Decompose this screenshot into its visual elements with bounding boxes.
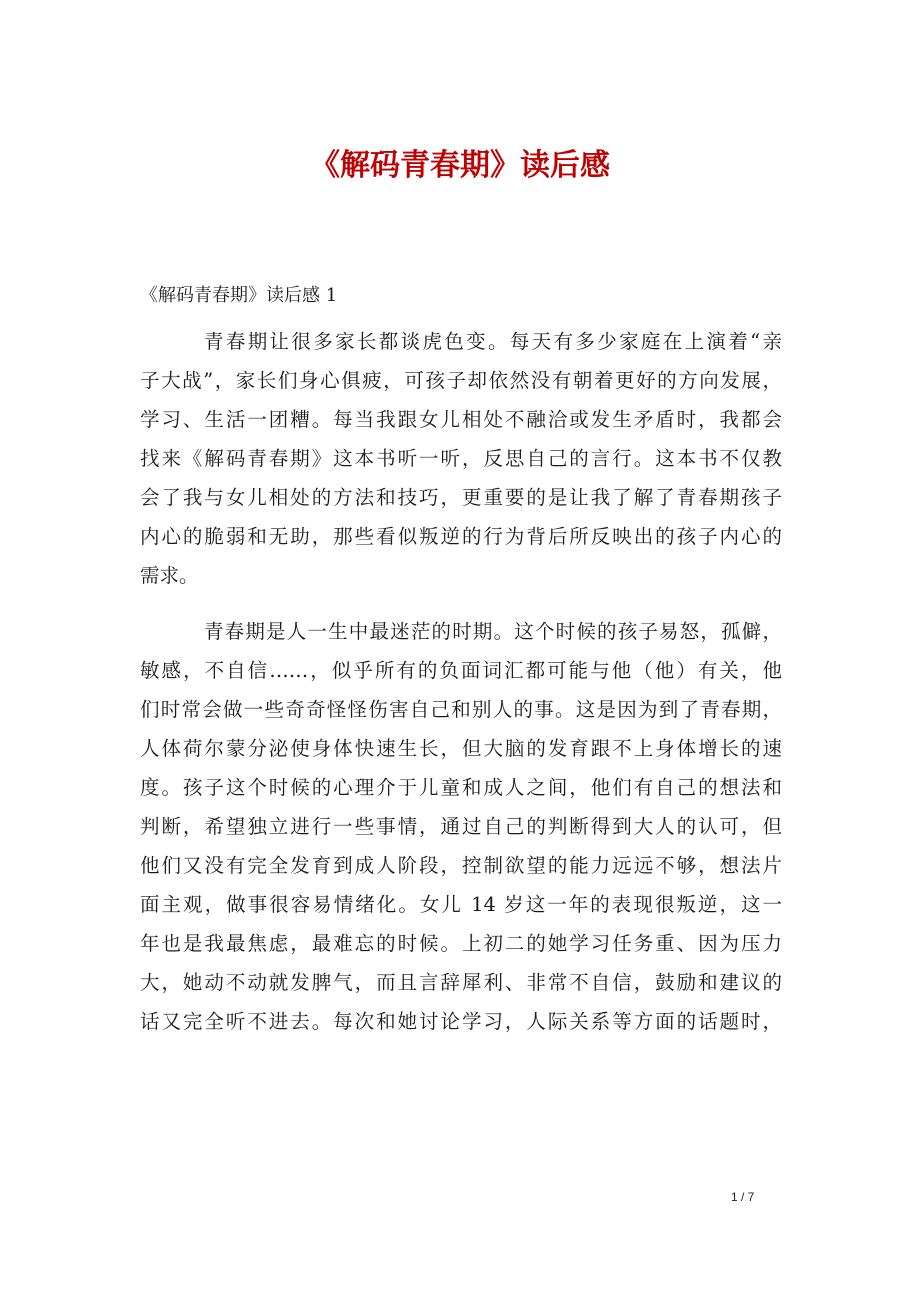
text-line: 他们又没有完全发育到成人阶段，控制欲望的能力远远不够，想法片: [140, 854, 782, 877]
text-line: 青春期是人一生中最迷茫的时期。这个时候的孩子易怒，孤僻，: [204, 620, 782, 643]
text-line: 找来《解码青春期》这本书听一听，反思自己的言行。这本书不仅教: [140, 447, 782, 470]
page-number: 1 / 7: [731, 1190, 755, 1204]
paragraph-2: [140, 612, 782, 1041]
text-line: 会了我与女儿相处的方法和技巧，更重要的是让我了解了青春期孩子: [140, 486, 782, 509]
text-line: 面主观，做事很容易情绪化。女儿 14 岁这一年的表现很叛逆，这一: [140, 893, 782, 916]
paragraph-spacer: [140, 595, 782, 612]
text-line: 们时常会做一些奇奇怪怪伤害自己和别人的事。这是因为到了青春期，: [140, 698, 782, 721]
text-line: 敏感，不自信……，似乎所有的负面词汇都可能与他（他）有关，他: [140, 659, 782, 682]
text-line: 子大战”，家长们身心俱疲，可孩子却依然没有朝着更好的方向发展，: [140, 369, 782, 392]
text-line: 话又完全听不进去。每次和她讨论学习，人际关系等方面的话题时，: [140, 1010, 782, 1033]
text-line: 人体荷尔蒙分泌使身体快速生长，但大脑的发育跟不上身体增长的速: [140, 737, 782, 760]
text-line: 大，她动不动就发脾气，而且言辞犀利、非常不自信，鼓励和建议的: [140, 971, 782, 994]
section-heading: 《解码青春期》读后感 1: [140, 285, 338, 306]
text-line: 度。孩子这个时候的心理介于儿童和成人之间，他们有自己的想法和: [140, 776, 782, 799]
text-line: 学习、生活一团糟。每当我跟女儿相处不融洽或发生矛盾时，我都会: [140, 408, 782, 431]
body-text: [140, 322, 782, 1041]
text-line: 判断，希望独立进行一些事情，通过自己的判断得到大人的认可，但: [140, 815, 782, 838]
text-line: 年也是我最焦虑，最难忘的时候。上初二的她学习任务重、因为压力: [140, 932, 782, 955]
document-title: 《解码青春期》读后感: [310, 148, 610, 183]
paragraph-1: [140, 322, 782, 595]
text-line: 青春期让很多家长都谈虎色变。每天有多少家庭在上演着“亲: [204, 330, 782, 353]
text-line: 需求。: [140, 564, 199, 587]
text-line: 内心的脆弱和无助，那些看似叛逆的行为背后所反映出的孩子内心的: [140, 525, 782, 548]
